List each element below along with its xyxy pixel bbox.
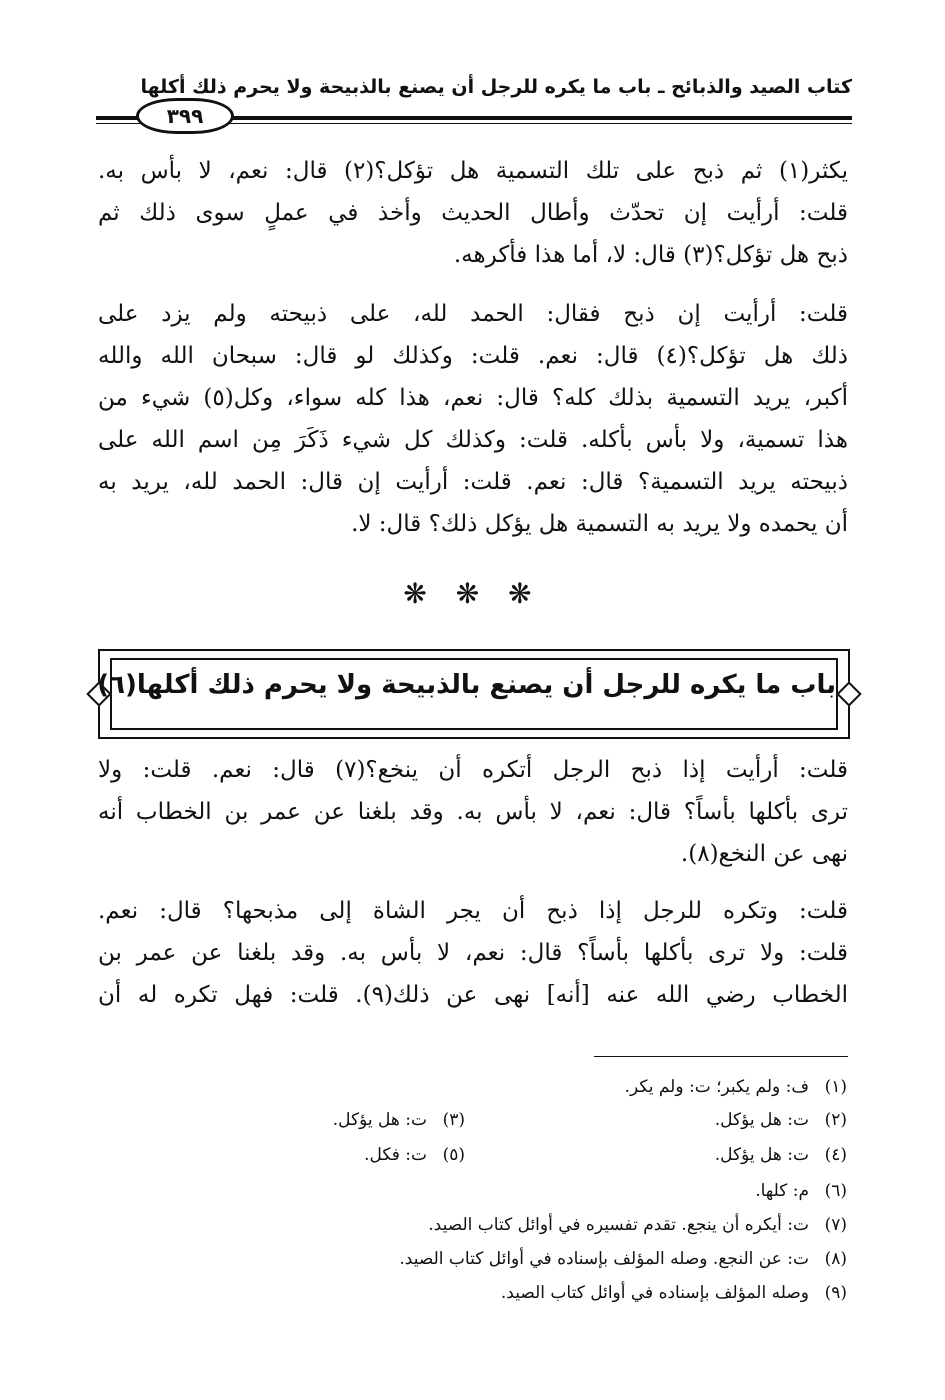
text-line: ترى بأكلها بأساً؟ قال: نعم، لا بأس به. وقد بلغنا عن عمر بن الخطاب أنه — [98, 799, 848, 825]
running-title: كتاب الصيد والذبائح ـ باب ما يكره للرجل أن يصنع بالذبيحة ولا يحرم ذلك أكلها — [140, 76, 852, 98]
footnote-number: (٤) — [824, 1145, 847, 1165]
text-line: قلت: ولا ترى بأكلها بأساً؟ قال: نعم، لا بأس به. وقد بلغنا عن عمر بن — [98, 940, 848, 966]
chapter-heading-box — [98, 649, 850, 739]
footnote-5 — [364, 1143, 465, 1167]
text-line: ذبيحته يريد التسمية؟ قال: نعم. قلت: أرأيت إن قال: الحمد لله، يريد به — [98, 469, 848, 495]
running-header — [96, 70, 852, 130]
footnote-7 — [428, 1213, 847, 1237]
text-line: الخطاب رضي الله عنه [أنه] نهى عن ذلك(٩). قلت: فهل تكره له أن — [98, 982, 848, 1008]
footnote-text: م: كلها. — [755, 1181, 809, 1201]
footnote-number: (١) — [824, 1077, 847, 1097]
footnote-text: ت: عن النجع. وصله المؤلف بإسناده في أوائل كتاب الصيد. — [399, 1249, 809, 1269]
page-number: ٣٩٩ — [136, 98, 234, 134]
footnote-4 — [715, 1143, 847, 1167]
text-line: أن يحمده ولا يريد به التسمية هل يؤكل ذلك؟ قال: لا. — [351, 511, 848, 537]
footnote-separator — [594, 1056, 848, 1057]
footnote-number: (٩) — [824, 1283, 847, 1303]
footnote-number: (٣) — [442, 1110, 465, 1130]
footnote-number: (٦) — [824, 1181, 847, 1201]
footnote-text: وصله المؤلف بإسناده في أوائل كتاب الصيد. — [500, 1283, 809, 1303]
footnote-8 — [399, 1247, 847, 1271]
footnote-text: ت: هل يؤكل. — [714, 1110, 809, 1130]
footnote-6 — [755, 1179, 847, 1203]
text-line: ذبح هل تؤكل؟(٣) قال: لا، أما هذا فأكرهه. — [453, 242, 848, 268]
footnote-9 — [501, 1281, 847, 1305]
text-line: قلت: أرأيت إن تحدّث وأطال الحديث وأخذ في عملٍ سوى ذلك ثم — [98, 200, 848, 226]
footnote-2 — [715, 1108, 847, 1132]
paragraph-2 — [98, 293, 848, 545]
footnote-number: (٧) — [824, 1215, 847, 1235]
text-line: قلت: وتكره للرجل إذا ذبح أن يجر الشاة إلى مذبحها؟ قال: نعم. — [98, 898, 848, 924]
footnote-number: (٥) — [442, 1145, 465, 1165]
section-separator: ❋ ❋ ❋ — [403, 577, 542, 610]
footnote-3 — [333, 1108, 465, 1132]
footnote-number: (٢) — [824, 1110, 847, 1130]
text-line: قلت: أرأيت إن ذبح فقال: الحمد لله، على ذبيحته ولم يزد على — [98, 301, 848, 327]
chapter-title: باب ما يكره للرجل أن يصنع بالذبيحة ولا يحرم ذلك أكلها(٦) — [97, 670, 836, 700]
text-line: نهى عن النخع(٨). — [680, 841, 848, 867]
text-line: هذا تسمية، ولا بأس بأكله. قلت: وكذلك كل شيء ذَكَرَ مِن اسم الله على — [98, 427, 848, 453]
text-line: ذلك هل تؤكل؟(٤) قال: نعم. قلت: وكذلك لو قال: سبحان الله والله — [98, 343, 848, 369]
footnote-number: (٨) — [824, 1249, 847, 1269]
footnote-text: ت: هل يؤكل. — [332, 1110, 427, 1130]
paragraph-4 — [98, 890, 848, 1016]
paragraph-3 — [98, 749, 848, 875]
footnote-1 — [625, 1075, 847, 1099]
text-line: قلت: أرأيت إذا ذبح الرجل أتكره أن ينخع؟(٧) قال: نعم. قلت: ولا — [98, 757, 848, 783]
footnote-text: ت: فكل. — [364, 1145, 427, 1165]
text-line: أكبر، يريد التسمية بذلك كله؟ قال: نعم، هذا كله سواء، وكل(٥) شيء من — [98, 385, 849, 411]
text-line: يكثر(١) ثم ذبح على تلك التسمية هل تؤكل؟(٢) قال: نعم، لا بأس به. — [98, 158, 848, 184]
footnote-text: ت: أيكره أن ينجع. تقدم تفسيره في أوائل كتاب الصيد. — [428, 1215, 809, 1235]
footnote-text: ف: ولم يكبر؛ ت: ولم يكر. — [624, 1077, 809, 1097]
footnote-text: ت: هل يؤكل. — [714, 1145, 809, 1165]
paragraph-1 — [98, 150, 848, 276]
